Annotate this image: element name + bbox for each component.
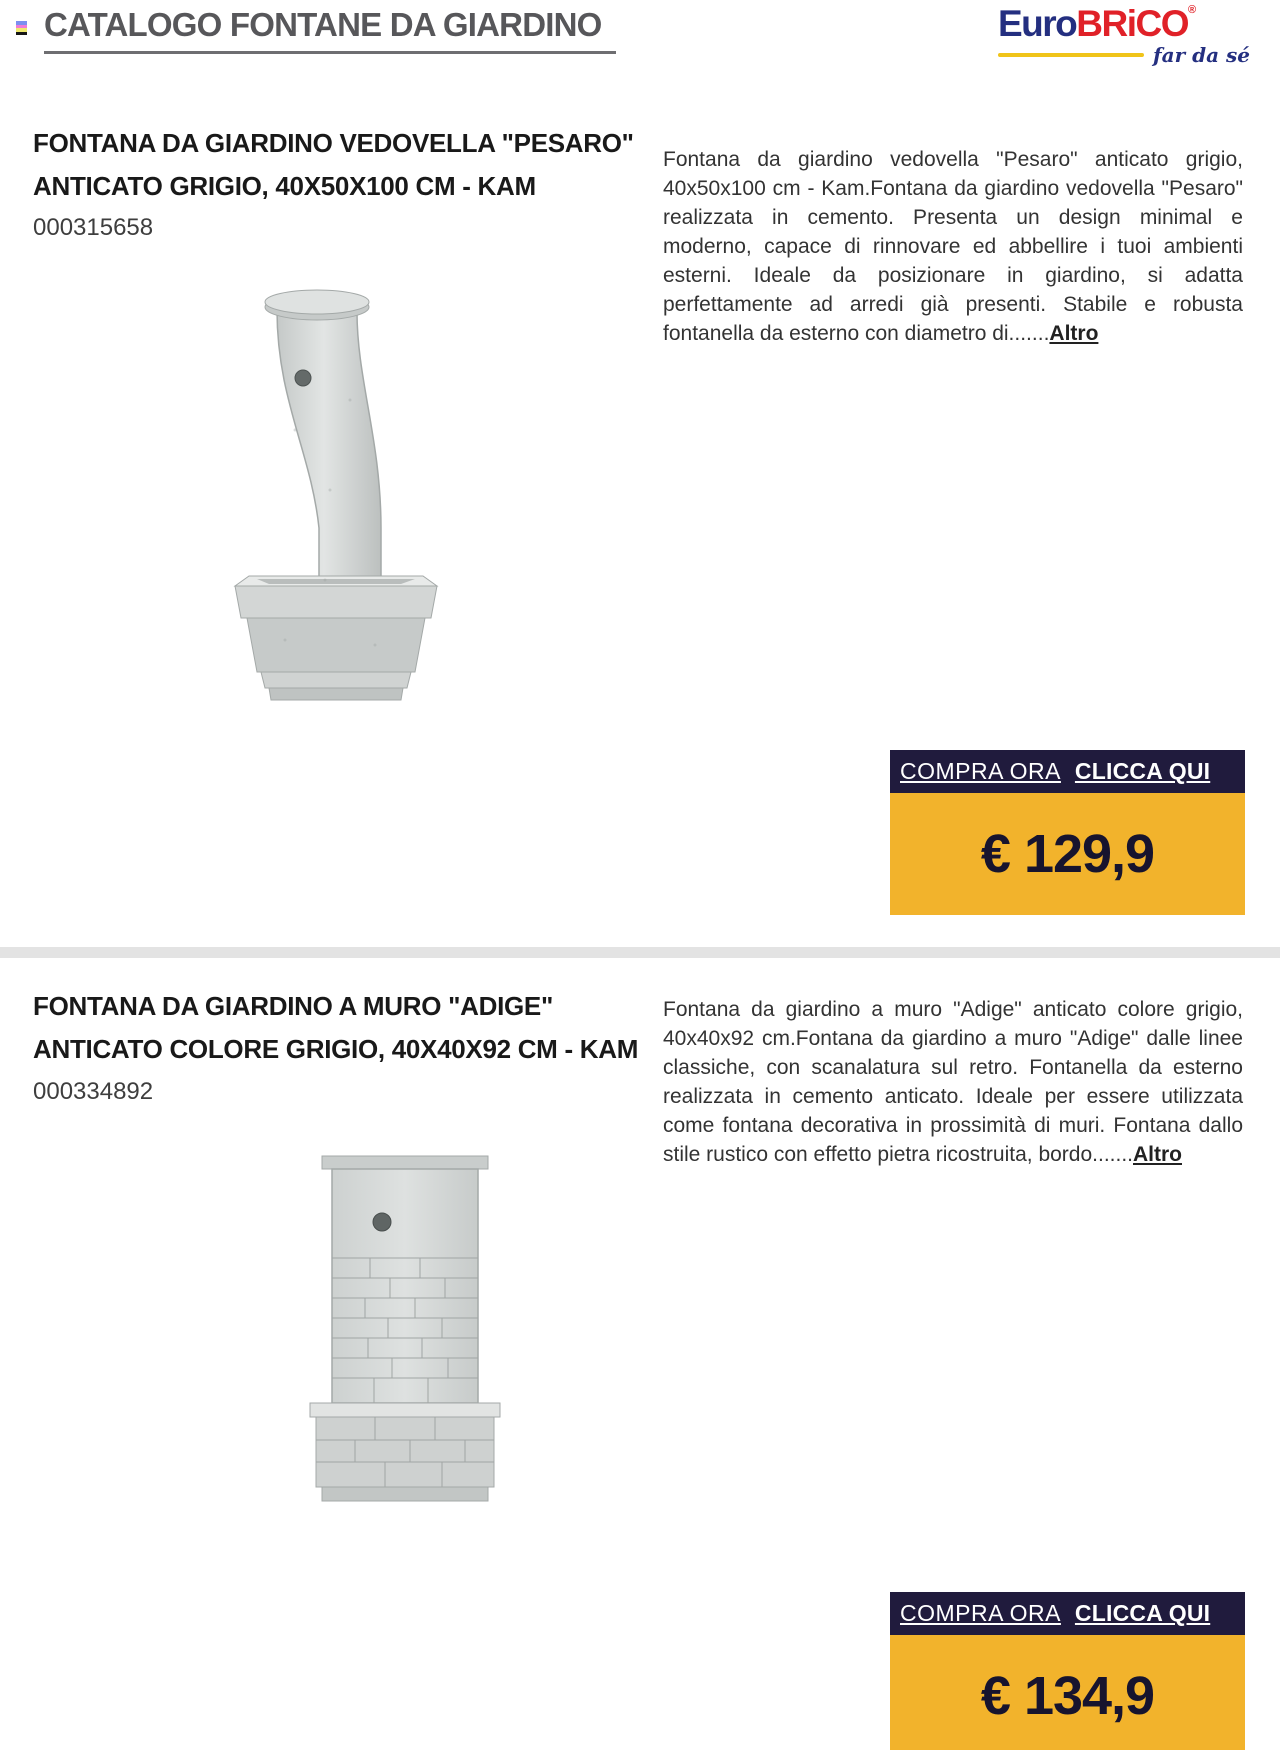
price-box [890, 750, 1245, 915]
description-text: Fontana da giardino a muro "Adige" anticato colore grigio, 40x40x92 cm.Fontana da giardino a muro "Adige" dalle linee classiche, con scanalatura sul retro. Fontanella da esterno realizzata in cemento anticato. Ideale per essere utilizzata come fontana decorativa in prossimità di muri. Fontana dallo stile rustico con effetto pietra ricostruita, bordo....... [663, 998, 1243, 1166]
product-title-line1: FONTANA DA GIARDINO VEDOVELLA "PESARO" [33, 128, 634, 158]
product-image-adige [270, 1150, 540, 1515]
page-title: CATALOGO FONTANE DA GIARDINO [44, 6, 616, 54]
product-title-line2: ANTICATO COLORE GRIGIO, 40X40X92 CM - KAM [33, 1034, 639, 1064]
altro-link[interactable]: Altro [1133, 1143, 1182, 1166]
cmyk-stripes-icon [16, 21, 27, 35]
registered-mark: ® [1188, 4, 1195, 16]
buy-bar [890, 750, 1245, 793]
price-value[interactable]: € 134,9 [890, 1635, 1245, 1750]
buy-bar [890, 1592, 1245, 1635]
product-image-pesaro [165, 280, 545, 710]
eurobrico-logo-text [998, 5, 1250, 42]
altro-link[interactable]: Altro [1049, 322, 1099, 345]
price-value[interactable]: € 129,9 [890, 793, 1245, 915]
logo-yellow-underline [998, 53, 1144, 57]
clicca-qui-link[interactable]: CLICCA QUI [1074, 758, 1211, 784]
logo-euro-text: Euro [998, 3, 1077, 44]
product-code: 000334892 [33, 1078, 154, 1105]
product-title-line1: FONTANA DA GIARDINO A MURO "ADIGE" [33, 991, 553, 1021]
product-description [663, 995, 1243, 1169]
eurobrico-logo [998, 5, 1250, 67]
compra-ora-link[interactable]: COMPRA ORA [900, 758, 1061, 784]
logo-brico-text: BRiCO [1076, 3, 1189, 44]
product-code: 000315658 [33, 214, 154, 241]
compra-ora-link[interactable]: COMPRA ORA [900, 1600, 1061, 1626]
description-text: Fontana da giardino vedovella "Pesaro" anticato grigio, 40x50x100 cm - Kam.Fontana da giardino vedovella "Pesaro" realizzata in cemento. Presenta un design minimal e moderno, capace di rinnovare ed abbellire i tuoi ambienti esterni. Ideale da posizionare in giardino, si adatta perfettamente ad arredi già presenti. Stabile e robusta fontanella da esterno con diametro di....... [663, 148, 1243, 345]
product-description [663, 145, 1243, 348]
logo-tagline: far da sé [1153, 43, 1250, 67]
clicca-qui-link[interactable]: CLICCA QUI [1074, 1600, 1211, 1626]
price-box [890, 1592, 1245, 1750]
product-title-line2: ANTICATO GRIGIO, 40X50X100 CM - KAM [33, 171, 536, 201]
section-divider [0, 947, 1280, 958]
